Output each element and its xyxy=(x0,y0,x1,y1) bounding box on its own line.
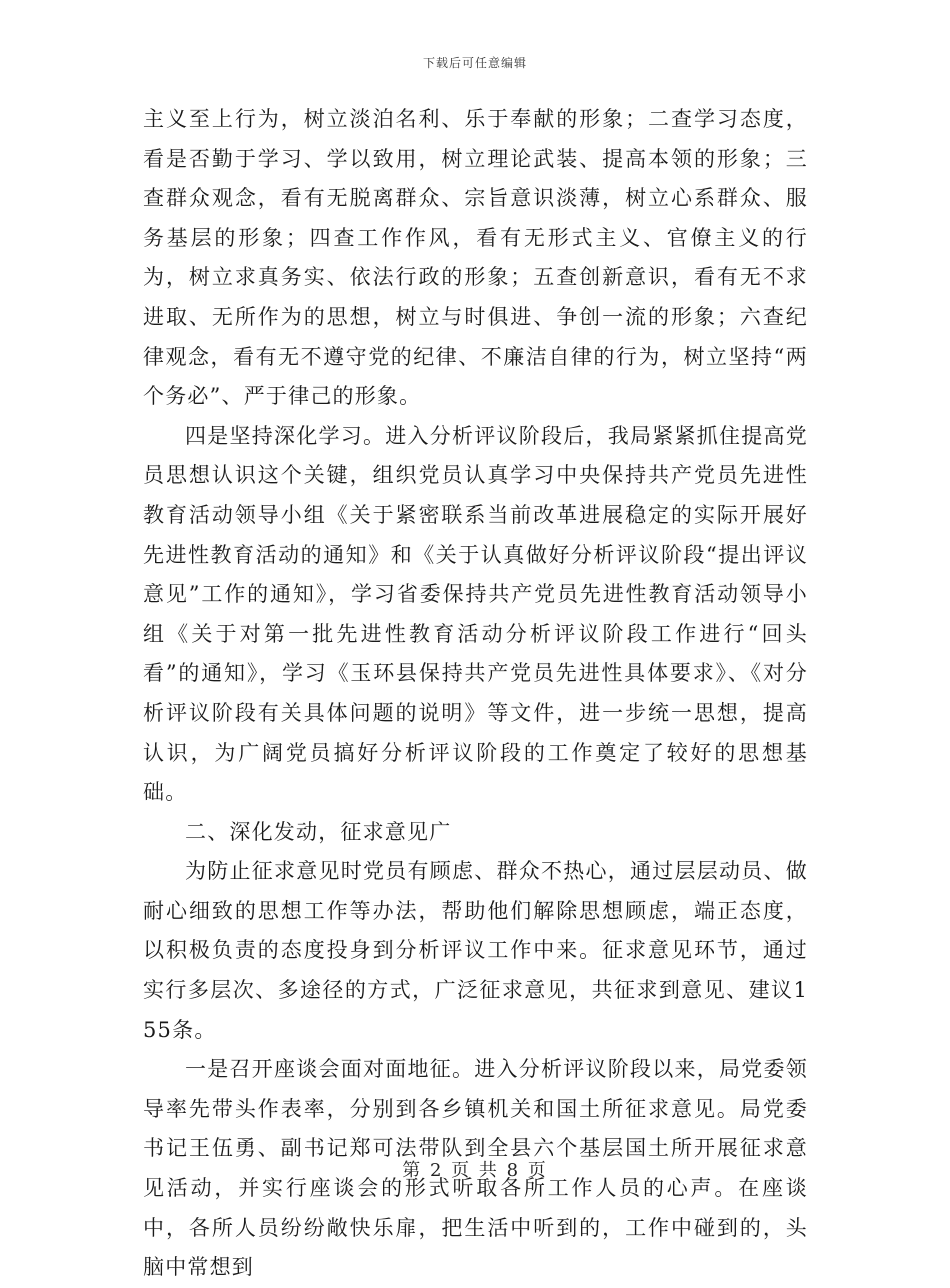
paragraph-2: 四是坚持深化学习。进入分析评议阶段后，我局紧紧抓住提高党员思想认识这个关键，组织党员认真学习中央保持共产党员先进性教育活动领导小组《关于紧密联系当前改革进展稳定的实际开展好先进性教育活动的通知》和《关于认真做好分析评议阶段“提出评议意见”工作的通知》，学习省委保持共产党员先进性教育活动领导小组《关于对第一批先进性教育活动分析评议阶段工作进行“回头看”的通知》，学习《玉环县保持共产党员先进性具体要求》、《对分析评议阶段有关具体问题的说明》等文件，进一步统一思想，提高认识，为广阔党员搞好分析评议阶段的工作奠定了较好的思想基础。 xyxy=(143,423,808,805)
paragraph-4: 一是召开座谈会面对面地征。进入分析评议阶段以来，局党委领导率先带头作表率，分别到各乡镇机关和国土所征求意见。局党委书记王伍勇、副书记郑可法带队到全县六个基层国土所开展征求意见活动，并实行座谈会的形式听取各所工作人员的心声。在座谈中，各所人员纷纷敞快乐扉，把生活中听到的，工作中碰到的，头脑中常想到 xyxy=(143,1057,808,1280)
total-page-number: 8 xyxy=(506,1160,521,1181)
paragraph-3: 为防止征求意见时党员有顾虑、群众不热心，通过层层动员、做耐心细致的思想工作等办法，帮助他们解除思想顾虑，端正态度，以积极负责的态度投身到分析评议工作中来。征求意见环节，通过实行多层次、多途径的方式，广泛征求意见，共征求到意见、建议155条。 xyxy=(143,859,808,1042)
page-footer xyxy=(0,1156,950,1182)
header-note: 下载后可任意编辑 xyxy=(422,56,527,70)
current-page-number: 2 xyxy=(429,1160,444,1181)
body-text xyxy=(143,100,808,1288)
page-label-prefix: 第 xyxy=(402,1160,423,1181)
paragraph-1: 主义至上行为，树立淡泊名利、乐于奉献的形象；二查学习态度，看是否勤于学习、学以致用，树立理论武装、提高本领的形象；三查群众观念，看有无脱离群众、宗旨意识淡薄，树立心系群众、服务基层的形象；四查工作作风，看有无形式主义、官僚主义的行为，树立求真务实、依法行政的形象；五查创新意识，看有无不求进取、无所作为的思想，树立与时俱进、争创一流的形象；六查纪律观念，看有无不遵守党的纪律、不廉洁自律的行为，树立坚持“两个务必”、严于律己的形象。 xyxy=(143,107,808,409)
page-label-mid: 页 共 xyxy=(451,1160,499,1181)
page-label-suffix: 页 xyxy=(527,1160,548,1181)
section-heading: 二、深化发动，征求意见广 xyxy=(185,819,452,844)
